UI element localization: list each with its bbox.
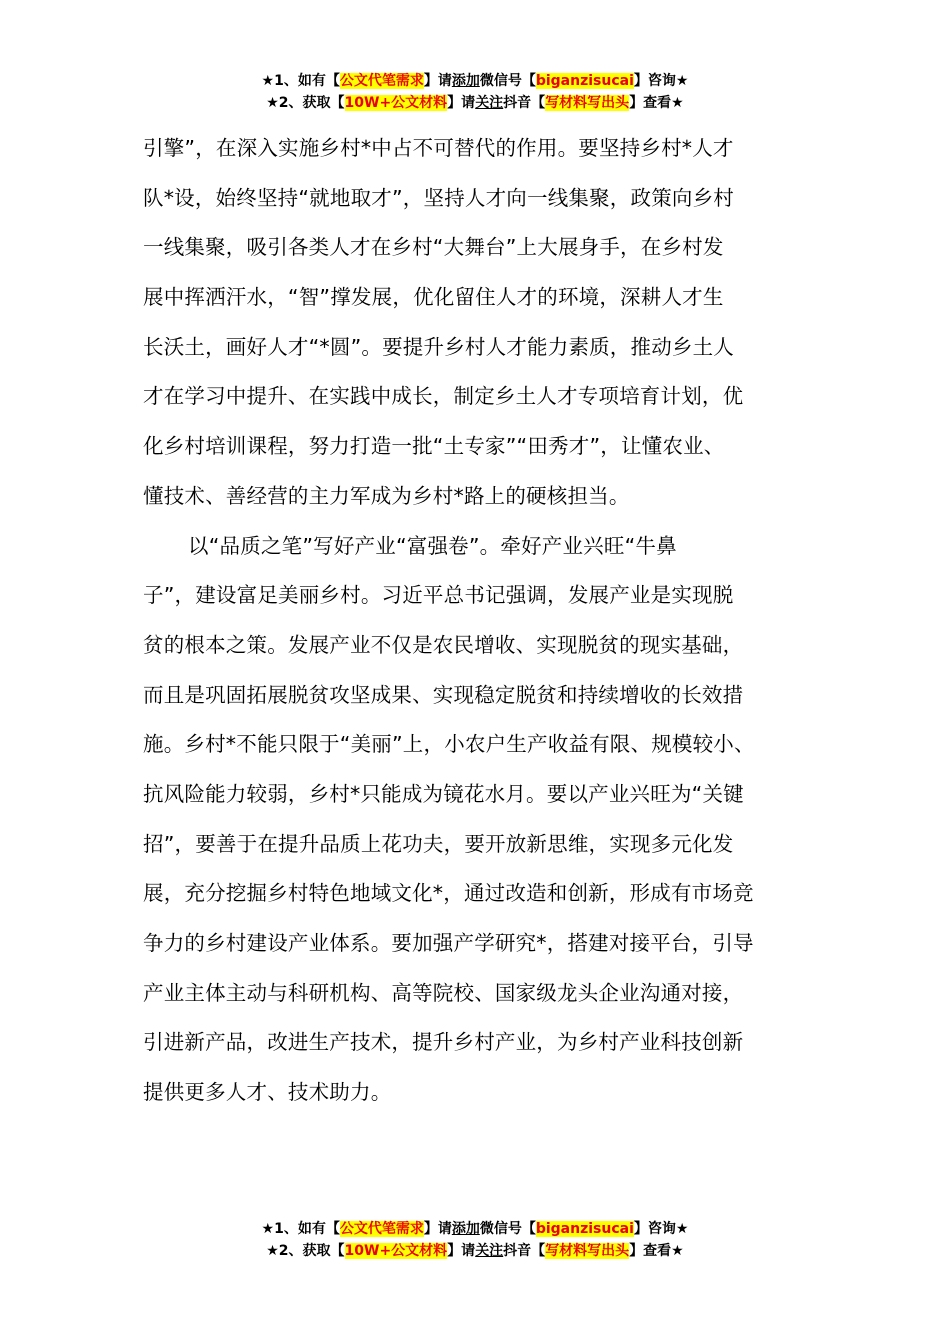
text-line: 争力的乡村建设产业体系。要加强产学研究*，搭建对接平台，引导 xyxy=(143,931,754,955)
text-line: 引擎”，在深入实施乡村*中占不可替代的作用。要坚持乡村*人才 xyxy=(143,136,734,160)
banner-text: ★2、获取【 xyxy=(266,95,345,111)
banner-text: 】咨询★ xyxy=(633,1221,689,1237)
banner-text: 】查看★ xyxy=(629,95,684,111)
banner-text: 】请 xyxy=(423,73,452,89)
header-banner xyxy=(0,70,950,114)
text-line: 一线集聚，吸引各类人才在乡村“大舞台”上大展身手，在乡村发 xyxy=(143,235,724,260)
banner-text: ★1、如有【 xyxy=(261,1221,340,1237)
header-line-2 xyxy=(0,92,950,114)
highlight-text: 10W+公文材料 xyxy=(344,1243,448,1259)
header-line-1 xyxy=(0,70,950,92)
footer-banner xyxy=(0,1218,950,1262)
banner-text: 】请 xyxy=(447,95,476,111)
text-line: 而且是巩固拓展脱贫攻坚成果、实现稳定脱贫和持续增收的长效措 xyxy=(143,682,744,707)
underlined-text: 关注 xyxy=(475,95,504,111)
banner-text: ★2、获取【 xyxy=(266,1243,345,1259)
banner-text: 微信号【 xyxy=(479,73,536,89)
text-line: 以“品质之笔”写好产业“富强卷”。牵好产业兴旺“牛鼻 xyxy=(188,533,677,558)
text-line: 子”，建设富足美丽乡村。习近平总书记强调，发展产业是实现脱 xyxy=(143,583,734,608)
paragraph-1 xyxy=(143,124,833,522)
text-line: 展中挥洒汗水，“智”撑发展，优化留住人才的环境，深耕人才生 xyxy=(143,285,724,310)
text-line: 队*设，始终坚持“就地取才”，坚持人才向一线集聚，政策向乡村 xyxy=(143,185,734,210)
text-line: 展，充分挖掘乡村特色地域文化*，通过改造和创新，形成有市场竞 xyxy=(143,881,754,906)
text-line: 化乡村培训课程，努力打造一批“土专家”“田秀才”，让懂农业、 xyxy=(143,434,725,459)
underlined-text: 关注 xyxy=(475,1243,504,1259)
douyin-id-highlight: 写材料写出头 xyxy=(545,95,630,111)
wechat-id-highlight: biganzisucai xyxy=(535,1221,634,1237)
banner-text: 抖音【 xyxy=(503,1243,546,1259)
banner-text: 】请 xyxy=(423,1221,452,1237)
banner-text: 】请 xyxy=(447,1243,476,1259)
text-line: 提供更多人才、技术助力。 xyxy=(143,1080,392,1105)
text-line: 施。乡村*不能只限于“美丽”上，小农户生产收益有限、规模较小、 xyxy=(143,732,755,757)
footer-line-2 xyxy=(0,1240,950,1262)
footer-line-1 xyxy=(0,1218,950,1240)
text-line: 懂技术、善经营的主力军成为乡村*路上的硬核担当。 xyxy=(143,483,630,508)
highlight-text: 公文代笔需求 xyxy=(339,1221,424,1237)
banner-text: ★1、如有【 xyxy=(261,73,340,89)
wechat-id-highlight: biganzisucai xyxy=(535,73,634,89)
highlight-text: 10W+公文材料 xyxy=(344,95,448,111)
highlight-text: 公文代笔需求 xyxy=(339,73,424,89)
text-line: 长沃土，画好人才“*圆”。要提升乡村人才能力素质，推动乡土人 xyxy=(143,334,734,359)
underlined-text: 添加 xyxy=(451,1221,480,1237)
text-line: 产业主体主动与科研机构、高等院校、国家级龙头企业沟通对接， xyxy=(143,980,744,1005)
text-line: 贫的根本之策。发展产业不仅是农民增收、实现脱贫的现实基础， xyxy=(143,632,744,657)
banner-text: 】查看★ xyxy=(629,1243,684,1259)
text-line: 招”，要善于在提升品质上花功夫，要开放新思维，实现多元化发 xyxy=(143,831,734,856)
text-line: 引进新产品，改进生产技术，提升乡村产业，为乡村产业科技创新 xyxy=(143,1030,744,1055)
underlined-text: 添加 xyxy=(451,73,480,89)
banner-text: 微信号【 xyxy=(479,1221,536,1237)
document-body xyxy=(143,124,833,1118)
text-line: 才在学习中提升、在实践中成长，制定乡土人才专项培育计划，优 xyxy=(143,384,744,409)
text-line: 抗风险能力较弱，乡村*只能成为镜花水月。要以产业兴旺为“关键 xyxy=(143,781,744,806)
douyin-id-highlight: 写材料写出头 xyxy=(545,1243,630,1259)
paragraph-2 xyxy=(143,522,833,1118)
banner-text: 抖音【 xyxy=(503,95,546,111)
banner-text: 】咨询★ xyxy=(633,73,689,89)
